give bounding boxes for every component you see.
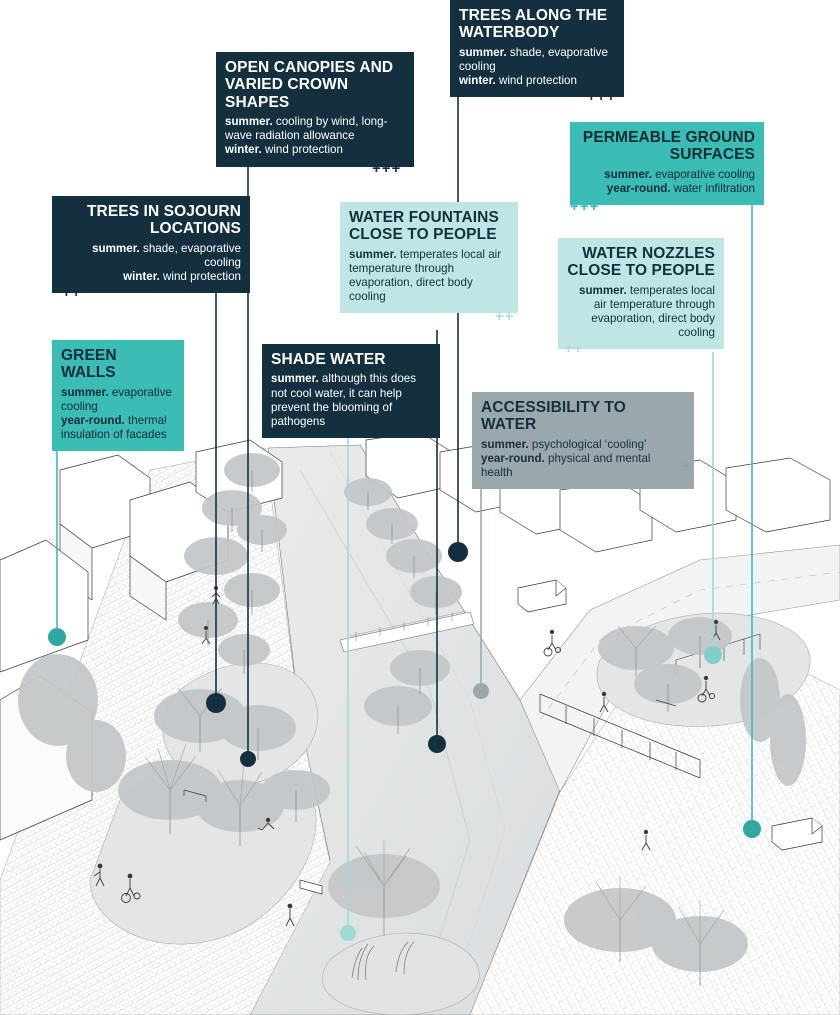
- callout-accessibility-to-water[interactable]: [472, 392, 694, 489]
- rating-water-nozzles: ++: [564, 340, 584, 357]
- callout-shade-water[interactable]: [262, 344, 440, 438]
- connector-trees-sojourn: [206, 290, 226, 713]
- rating-trees-along-waterbody: +++: [587, 88, 617, 105]
- callout-line-yearround: year-round. thermal insulation of facades: [61, 414, 167, 442]
- callout-line-summer: summer. shade, evaporative cooling: [92, 241, 241, 269]
- connector-shade-water: [340, 430, 356, 941]
- rating-permeable-ground-surfaces: +++: [570, 198, 600, 215]
- callout-open-canopies[interactable]: [216, 52, 414, 167]
- callout-line-winter: winter. wind protection: [225, 143, 343, 157]
- rating-water-fountains: ++: [495, 308, 515, 325]
- callout-title: WATER NOZZLES CLOSE TO PEOPLE: [567, 245, 715, 280]
- callout-line-summer: summer. shade, evaporative cooling: [459, 45, 608, 73]
- callout-title: ACCESSIBILITY TO WATER: [481, 399, 626, 434]
- callout-line-summer: summer. temperates local air temperature through evaporation, direct body cooling: [349, 247, 502, 304]
- callout-line-summer: summer. evaporative cooling: [604, 167, 755, 181]
- callout-line-summer: summer. cooling by wind, long-wave radiation allowance: [225, 115, 388, 143]
- callout-water-nozzles-close-to-people[interactable]: [558, 238, 724, 349]
- connector-accessibility-water: [473, 462, 489, 699]
- callout-line-winter: winter. wind protection: [459, 74, 577, 87]
- callout-water-fountains-close-to-people[interactable]: [340, 202, 518, 313]
- rating-open-canopies: +++: [372, 160, 402, 177]
- rating-green-walls: +++: [152, 418, 182, 435]
- rating-accessibility-to-water: +: [682, 458, 692, 475]
- connector-green-walls: [48, 437, 66, 646]
- callout-line-summer: summer. evaporative cooling: [61, 385, 172, 413]
- callout-trees-along-waterbody[interactable]: [450, 0, 624, 97]
- callout-title: SHADE WATER: [271, 351, 386, 368]
- callout-title: TREES ALONG THE WATERBODY: [459, 7, 608, 42]
- connector-trees-waterbody: [448, 96, 468, 562]
- callout-trees-in-sojourn-locations[interactable]: [52, 196, 250, 293]
- callout-title: PERMEABLE GROUND SURFACES: [582, 129, 755, 164]
- callout-permeable-ground-surfaces[interactable]: [570, 122, 764, 205]
- connector-water-nozzles: [704, 352, 722, 664]
- callout-title: WATER FOUNTAINS CLOSE TO PEOPLE: [349, 209, 499, 244]
- connector-permeable-ground: [743, 196, 761, 838]
- callout-line-summer: summer. temperates local air temperature through evaporation, direct body cooling: [579, 283, 715, 340]
- callout-title: OPEN CANOPIES AND VARIED CROWN SHAPES: [225, 59, 394, 111]
- callout-line-yearround: year-round. physical and mental health: [481, 451, 651, 479]
- callout-line-summer: summer. psychological ‘cooling’: [481, 437, 647, 451]
- callout-line-winter: winter. wind protection: [123, 270, 241, 283]
- callout-title: TREES IN SOJOURN LOCATIONS: [86, 203, 241, 238]
- callout-line-yearround: year-round. water infiltration: [606, 181, 755, 195]
- callout-title: GREEN WALLS: [61, 347, 117, 382]
- callout-line-summer: summer. although this does not cool water, it can help prevent the blooming of pathogens: [271, 372, 417, 428]
- rating-trees-in-sojourn-locations: ++: [62, 284, 82, 301]
